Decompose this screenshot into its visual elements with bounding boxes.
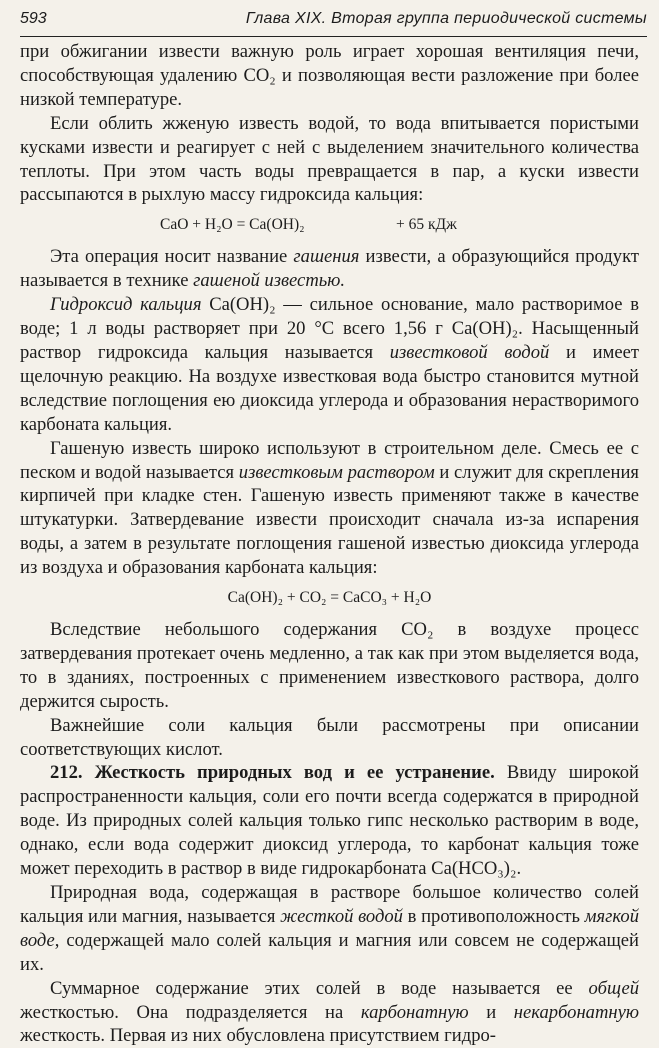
term-italic: некарбонатную <box>513 1001 639 1023</box>
paragraph-5 <box>20 437 639 580</box>
text-run: Суммарное содержание этих солей в воде называется ее <box>50 977 589 999</box>
text-run: жесткостью. Она подразделяется на <box>20 1001 361 1023</box>
term-italic: мягкой воде <box>20 905 639 951</box>
text-run: Эта операция носит название <box>50 246 294 268</box>
page-body <box>20 40 639 1048</box>
equation-hardening <box>20 586 639 610</box>
header-rule <box>20 36 647 37</box>
term-italic: гашеной известью. <box>193 270 345 292</box>
term-italic: общей <box>588 977 639 999</box>
page-header <box>0 6 659 32</box>
paragraph-7: Важнейшие соли кальция были рассмотрены при описании соответствующих кислот. <box>20 714 639 760</box>
text-run: Ca(OH)₂ — сильное основание, мало растворимое в воде; 1 л воды растворяет при 20 °C всего 1,56 г Ca(OH)₂. Насыщенный раствор гидроксида кальция называется <box>20 294 639 363</box>
paragraph-9 <box>20 881 639 977</box>
section-heading: 212. Жесткость природных вод и ее устранение. <box>50 762 495 784</box>
term-italic: Гидроксид кальция <box>50 294 202 316</box>
paragraph-6: Вследствие небольшого содержания CO₂ в воздухе процесс затвердевания протекает очень медленно, а так как при этом выделяется вода, то в зданиях, построенных с применением известкового раствора, долго держится сырость. <box>20 619 639 712</box>
text-run: жесткость. Первая из них обусловлена присутствием гидро- <box>20 1025 497 1047</box>
paragraph-1: при обжигании извести важную роль играет хорошая вентиляция печи, способствующая удалению CO₂ и позволяющая вести разложение при более низкой температуре. <box>20 41 639 110</box>
text-run: , содержащей мало солей кальция и магния или совсем не содержащей их. <box>20 929 639 975</box>
term-italic: гашения <box>293 246 360 268</box>
text-run: извести, а образующийся продукт называется в технике <box>20 246 639 292</box>
term-italic: известковой водой <box>389 341 550 363</box>
running-head: Глава XIX. Вторая группа периодической системы <box>245 10 647 27</box>
text-run: Гашеную известь широко используют в строительном деле. Смесь ее с песком и водой называется <box>20 437 639 483</box>
term-italic: карбонатную <box>360 1001 469 1023</box>
equation-energy: + 65 кДж <box>396 216 457 234</box>
paragraph-4 <box>20 293 639 436</box>
text-run: и имеет щелочную реакцию. На воздухе известковая вода быстро становится мутной вследствие поглощения ею диоксида углерода и образования нерастворимого карбоната кальция. <box>20 341 639 435</box>
equation-formula: Ca(OH)₂ + CO₂ = CaCO₃ + H₂O <box>227 589 432 607</box>
text-run: в противоположность <box>402 905 585 927</box>
paragraph-2: Если облить жженую известь водой, то вода впитывается пористыми кусками извести и реагирует с ней с выделением значительного количества теплоты. При этом часть воды превращается в пар, а куски извести рассыпаются в рыхлую массу гидроксида кальция: <box>20 112 639 206</box>
paragraph-3 <box>20 245 639 293</box>
text-run: и <box>468 1001 514 1023</box>
term-italic: известковым раствором <box>238 461 435 483</box>
paragraph-8 <box>20 761 639 881</box>
text-run: Ввиду широкой распространенности кальция, соли его почти всегда содержатся в природной воде. Из природных солей кальция только гипс несколько растворим в воде, однако, если вода содержит диоксид углерода, то карбонат кальция тоже может переходить в раствор в виде гидрокарбоната Ca(HCO₃)₂. <box>20 762 639 880</box>
equation-formula: CaO + H₂O = Ca(OH)₂ <box>160 216 305 234</box>
text-run: и служит для скрепления кирпичей при кладке стен. Гашеную известь применяют также в качестве штукатурки. Затвердевание извести происходит сначала из-за испарения воды, а затем в результате поглощения гашеной известью диоксида углерода из воздуха и образования карбоната кальция: <box>20 461 639 579</box>
page-number: 593 <box>20 10 47 27</box>
paragraph-10 <box>20 977 639 1048</box>
equation-slaking <box>20 213 639 237</box>
term-italic: жесткой водой <box>280 905 403 927</box>
text-run: Природная вода, содержащая в растворе большое количество солей кальция или магния, называется <box>20 882 639 927</box>
